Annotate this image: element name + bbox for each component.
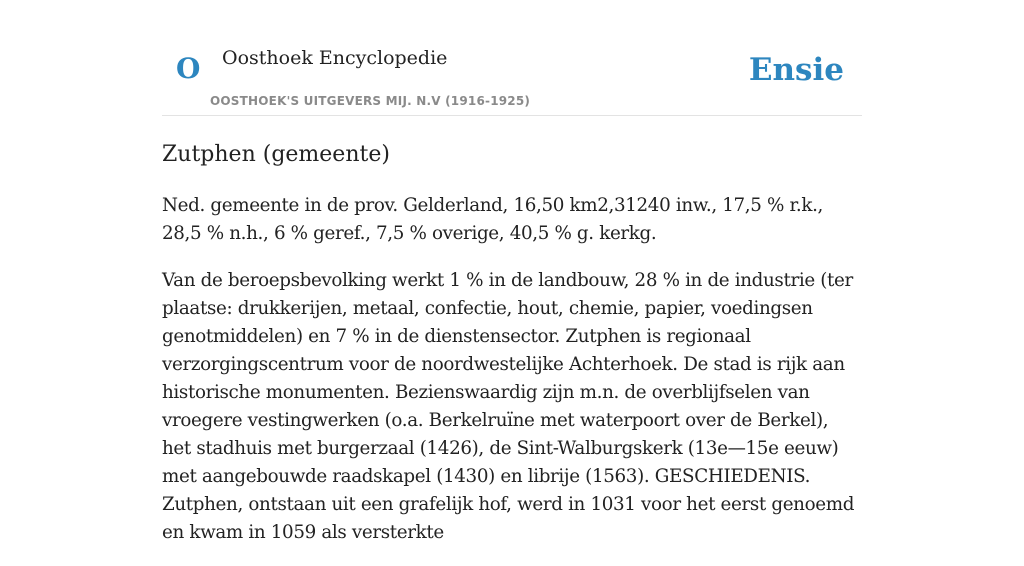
publisher-label: OOSTHOEK'S UITGEVERS MIJ. N.V (1916-1925) [210,94,531,108]
logo-icon[interactable]: O [176,52,201,85]
site-header [162,40,862,116]
article-paragraph: Van de beroepsbevolking werkt 1 % in de landbouw, 28 % in de industrie (ter plaatse: drukkerijen, metaal, confectie, hout, chemie, papier, voedingsen genotmiddelen) en 7 % in de dienstensector. Zutphen is regionaal verzorgingscentrum voor de noordwestelijke Achterhoek. De stad is rijk aan historische monumenten. Bezienswaardig zijn m.n. de overblijfselen van vroegere vestingwerken (o.a. Berkelruïne met waterpoort over de Berkel), het stadhuis met burgerzaal (1426), de Sint-Walburgskerk (13e—15e eeuw) met aangebouwde raadskapel (1430) en librije (1563). GESCHIEDENIS. Zutphen, ontstaan uit een grafelijk hof, werd in 1031 voor het eerst genoemd en kwam in 1059 als versterkte [162,270,855,543]
article-title: Zutphen (gemeente) [162,142,390,167]
brand-logo[interactable]: Ensie [748,52,844,88]
article-paragraph: Ned. gemeente in de prov. Gelderland, 16,50 km2,31240 inw., 17,5 % r.k., 28,5 % n.h., 6 % geref., 7,5 % overige, 40,5 % g. kerkg. [162,195,823,244]
site-title[interactable]: Oosthoek Encyclopedie [222,47,448,69]
article-body [162,192,862,566]
